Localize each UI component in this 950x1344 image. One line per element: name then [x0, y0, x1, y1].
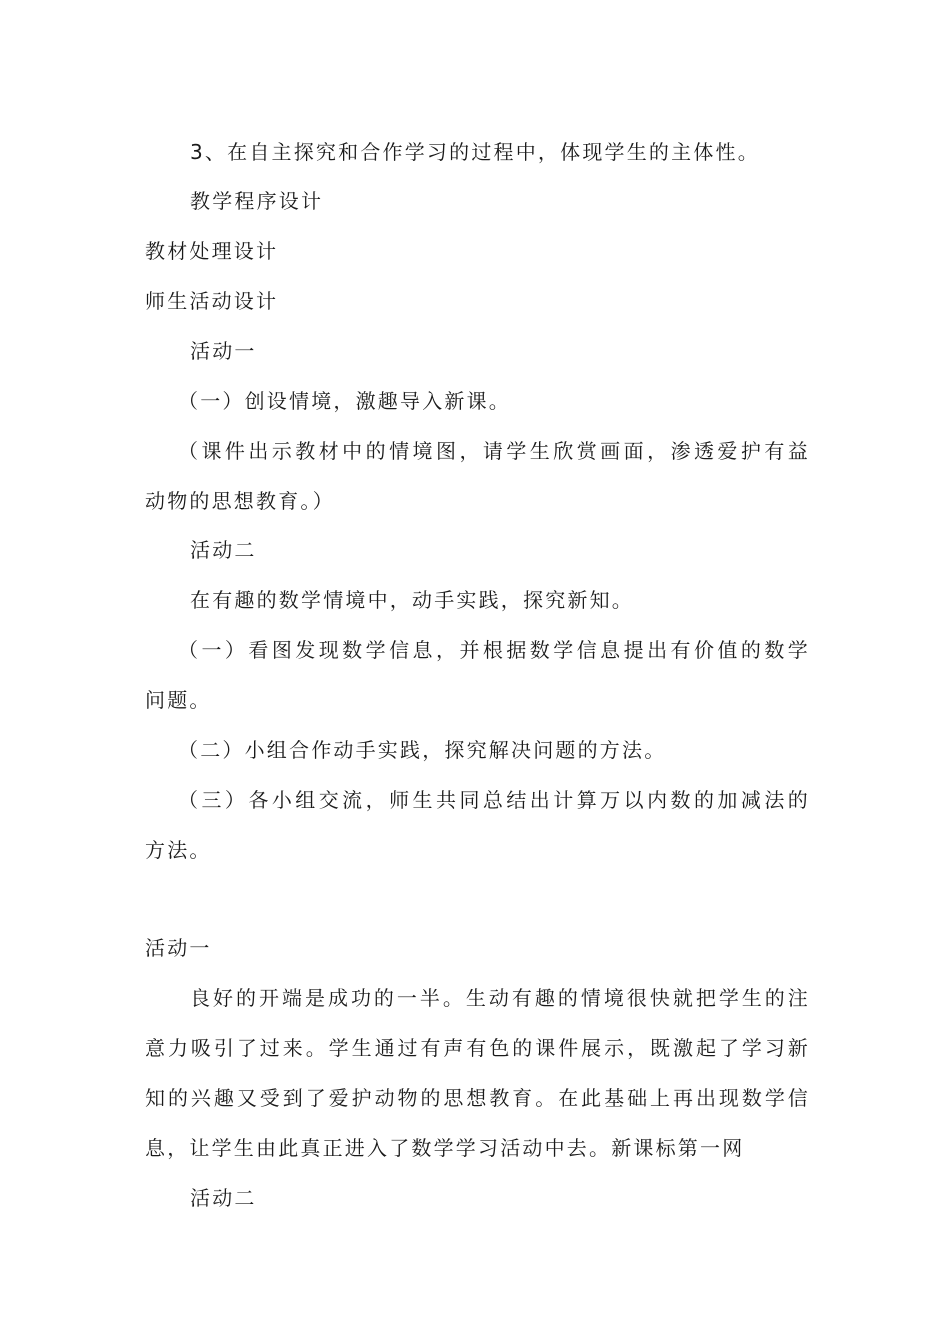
activity-two-step-3-line-2: 方法。	[145, 838, 212, 862]
activity-two-step-1-line-1: （一）看图发现数学信息，并根据数学信息提出有价值的数学	[178, 638, 810, 662]
heading-activity-design: 师生活动设计	[145, 289, 279, 313]
heading-teaching-procedure: 教学程序设计	[190, 189, 324, 213]
activity-two-step-1-line-2: 问题。	[145, 688, 212, 712]
reflection-paragraph-line-4: 息，让学生由此真正进入了数学学习活动中去。新课标第一网	[145, 1136, 745, 1160]
activity-one-note-line-1: （课件出示教材中的情境图，请学生欣赏画面，渗透爱护有益	[178, 439, 810, 463]
reflection-paragraph-line-1: 良好的开端是成功的一半。生动有趣的情境很快就把学生的注	[190, 986, 810, 1010]
activity-two-step-3-line-1: （三）各小组交流，师生共同总结出计算万以内数的加减法的	[178, 788, 810, 812]
objective-line-3: 3、在自主探究和合作学习的过程中，体现学生的主体性。	[190, 140, 760, 164]
reflection-activity-one-heading: 活动一	[145, 936, 212, 960]
reflection-paragraph-line-3: 知的兴趣又受到了爱护动物的思想教育。在此基础上再出现数学信	[145, 1086, 810, 1110]
activity-two-step-2: （二）小组合作动手实践，探究解决问题的方法。	[178, 738, 667, 762]
activity-two-heading: 活动二	[190, 538, 257, 562]
activity-two-intro: 在有趣的数学情境中，动手实践，探究新知。	[190, 588, 634, 612]
heading-material-design: 教材处理设计	[145, 239, 279, 263]
reflection-paragraph-line-2: 意力吸引了过来。学生通过有声有色的课件展示，既激起了学习新	[145, 1036, 810, 1060]
reflection-activity-two-heading: 活动二	[190, 1186, 257, 1210]
activity-one-heading: 活动一	[190, 339, 257, 363]
activity-one-step-1: （一）创设情境，激趣导入新课。	[178, 389, 511, 413]
activity-one-note-line-2: 动物的思想教育。）	[145, 489, 335, 513]
